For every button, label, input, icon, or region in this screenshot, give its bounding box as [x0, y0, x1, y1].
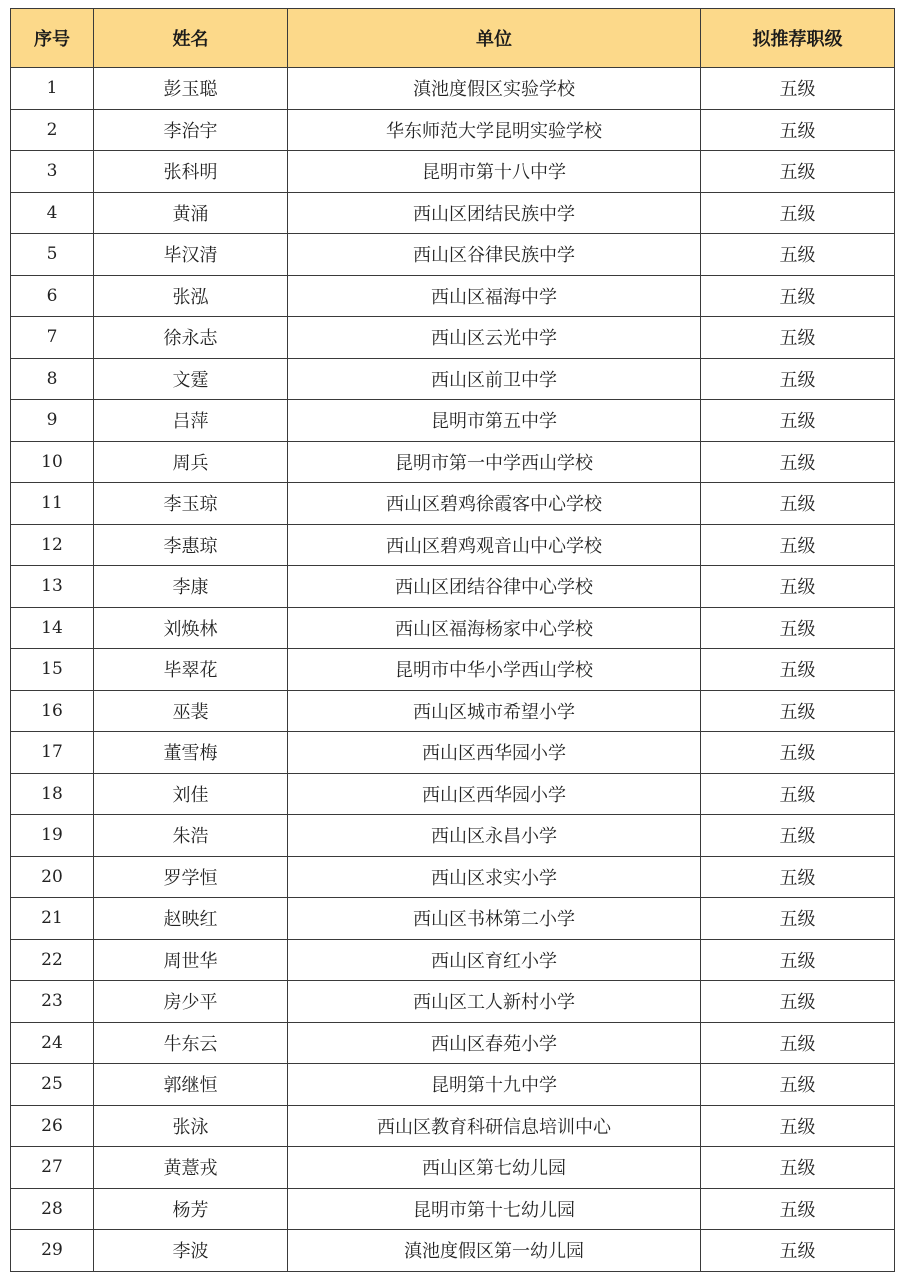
row-rank: 五级	[701, 358, 895, 400]
row-unit: 西山区前卫中学	[288, 358, 701, 400]
row-unit: 华东师范大学昆明实验学校	[288, 109, 701, 151]
row-rank: 五级	[701, 607, 895, 649]
row-rank: 五级	[701, 68, 895, 110]
row-unit: 西山区书林第二小学	[288, 898, 701, 940]
row-name: 李康	[94, 566, 288, 608]
row-index: 11	[11, 483, 94, 525]
row-unit: 西山区团结谷律中心学校	[288, 566, 701, 608]
row-unit: 西山区西华园小学	[288, 773, 701, 815]
row-name: 刘佳	[94, 773, 288, 815]
row-rank: 五级	[701, 1188, 895, 1230]
table-row	[11, 275, 895, 317]
row-unit: 昆明市第十七幼儿园	[288, 1188, 701, 1230]
row-rank: 五级	[701, 732, 895, 774]
row-index: 27	[11, 1147, 94, 1189]
row-name: 彭玉聪	[94, 68, 288, 110]
row-index: 6	[11, 275, 94, 317]
table-row	[11, 1105, 895, 1147]
row-name: 董雪梅	[94, 732, 288, 774]
row-unit: 滇池度假区第一幼儿园	[288, 1230, 701, 1272]
row-index: 9	[11, 400, 94, 442]
row-index: 17	[11, 732, 94, 774]
row-index: 1	[11, 68, 94, 110]
row-name: 周世华	[94, 939, 288, 981]
row-unit: 昆明市第五中学	[288, 400, 701, 442]
row-rank: 五级	[701, 192, 895, 234]
row-rank: 五级	[701, 939, 895, 981]
table-row	[11, 773, 895, 815]
row-rank: 五级	[701, 483, 895, 525]
row-unit: 西山区福海杨家中心学校	[288, 607, 701, 649]
row-unit: 昆明第十九中学	[288, 1064, 701, 1106]
row-rank: 五级	[701, 275, 895, 317]
table-row	[11, 109, 895, 151]
row-name: 徐永志	[94, 317, 288, 359]
row-name: 张科明	[94, 151, 288, 193]
row-index: 26	[11, 1105, 94, 1147]
row-rank: 五级	[701, 649, 895, 691]
row-name: 张泓	[94, 275, 288, 317]
row-name: 郭继恒	[94, 1064, 288, 1106]
row-unit: 西山区碧鸡观音山中心学校	[288, 524, 701, 566]
row-name: 赵映红	[94, 898, 288, 940]
header-rank: 拟推荐职级	[701, 9, 895, 68]
row-name: 杨芳	[94, 1188, 288, 1230]
row-name: 毕翠花	[94, 649, 288, 691]
row-rank: 五级	[701, 1064, 895, 1106]
row-rank: 五级	[701, 898, 895, 940]
row-index: 2	[11, 109, 94, 151]
table-body	[11, 68, 895, 1272]
row-unit: 西山区云光中学	[288, 317, 701, 359]
row-rank: 五级	[701, 1105, 895, 1147]
table-row	[11, 483, 895, 525]
row-index: 19	[11, 815, 94, 857]
table-row	[11, 566, 895, 608]
row-name: 毕汉清	[94, 234, 288, 276]
row-index: 22	[11, 939, 94, 981]
row-index: 14	[11, 607, 94, 649]
row-rank: 五级	[701, 109, 895, 151]
table-row	[11, 524, 895, 566]
row-name: 张泳	[94, 1105, 288, 1147]
table-row	[11, 939, 895, 981]
table-row	[11, 1022, 895, 1064]
row-index: 24	[11, 1022, 94, 1064]
row-rank: 五级	[701, 566, 895, 608]
row-unit: 西山区教育科研信息培训中心	[288, 1105, 701, 1147]
row-name: 周兵	[94, 441, 288, 483]
row-name: 罗学恒	[94, 856, 288, 898]
row-index: 18	[11, 773, 94, 815]
table-row	[11, 1230, 895, 1272]
row-name: 李惠琼	[94, 524, 288, 566]
row-unit: 西山区工人新村小学	[288, 981, 701, 1023]
row-index: 12	[11, 524, 94, 566]
row-index: 7	[11, 317, 94, 359]
row-rank: 五级	[701, 524, 895, 566]
table-row	[11, 68, 895, 110]
table-header	[11, 9, 895, 68]
row-index: 3	[11, 151, 94, 193]
row-index: 4	[11, 192, 94, 234]
header-index: 序号	[11, 9, 94, 68]
table-row	[11, 607, 895, 649]
row-name: 黄薏戎	[94, 1147, 288, 1189]
row-unit: 滇池度假区实验学校	[288, 68, 701, 110]
row-rank: 五级	[701, 981, 895, 1023]
row-name: 房少平	[94, 981, 288, 1023]
table-row	[11, 192, 895, 234]
row-name: 李治宇	[94, 109, 288, 151]
row-index: 13	[11, 566, 94, 608]
table-row	[11, 1064, 895, 1106]
row-name: 吕萍	[94, 400, 288, 442]
row-unit: 昆明市中华小学西山学校	[288, 649, 701, 691]
row-rank: 五级	[701, 815, 895, 857]
table-row	[11, 649, 895, 691]
table-row	[11, 1188, 895, 1230]
row-unit: 西山区第七幼儿园	[288, 1147, 701, 1189]
table-row	[11, 151, 895, 193]
row-index: 28	[11, 1188, 94, 1230]
table-row	[11, 856, 895, 898]
row-name: 文霆	[94, 358, 288, 400]
table-row	[11, 441, 895, 483]
row-unit: 西山区求实小学	[288, 856, 701, 898]
row-name: 刘焕林	[94, 607, 288, 649]
row-index: 23	[11, 981, 94, 1023]
table-row	[11, 234, 895, 276]
row-unit: 西山区城市希望小学	[288, 690, 701, 732]
row-index: 29	[11, 1230, 94, 1272]
row-index: 21	[11, 898, 94, 940]
row-rank: 五级	[701, 1147, 895, 1189]
table-row	[11, 898, 895, 940]
row-index: 8	[11, 358, 94, 400]
table-row	[11, 732, 895, 774]
row-rank: 五级	[701, 400, 895, 442]
row-unit: 西山区西华园小学	[288, 732, 701, 774]
row-unit: 西山区碧鸡徐霞客中心学校	[288, 483, 701, 525]
row-name: 朱浩	[94, 815, 288, 857]
row-index: 15	[11, 649, 94, 691]
table-row	[11, 317, 895, 359]
row-unit: 昆明市第十八中学	[288, 151, 701, 193]
row-unit: 西山区春苑小学	[288, 1022, 701, 1064]
row-rank: 五级	[701, 317, 895, 359]
row-index: 10	[11, 441, 94, 483]
row-rank: 五级	[701, 151, 895, 193]
header-unit: 单位	[288, 9, 701, 68]
table-row	[11, 400, 895, 442]
row-name: 李波	[94, 1230, 288, 1272]
row-index: 5	[11, 234, 94, 276]
row-rank: 五级	[701, 1230, 895, 1272]
row-rank: 五级	[701, 690, 895, 732]
row-unit: 西山区永昌小学	[288, 815, 701, 857]
row-unit: 西山区谷律民族中学	[288, 234, 701, 276]
table-row	[11, 981, 895, 1023]
row-name: 牛东云	[94, 1022, 288, 1064]
row-rank: 五级	[701, 234, 895, 276]
row-name: 黄涌	[94, 192, 288, 234]
row-index: 16	[11, 690, 94, 732]
row-rank: 五级	[701, 773, 895, 815]
row-unit: 西山区福海中学	[288, 275, 701, 317]
row-unit: 西山区育红小学	[288, 939, 701, 981]
row-name: 巫裴	[94, 690, 288, 732]
table-row	[11, 358, 895, 400]
row-index: 25	[11, 1064, 94, 1106]
row-rank: 五级	[701, 441, 895, 483]
row-name: 李玉琼	[94, 483, 288, 525]
row-index: 20	[11, 856, 94, 898]
recommendation-table	[10, 8, 895, 1272]
table-row	[11, 690, 895, 732]
row-unit: 西山区团结民族中学	[288, 192, 701, 234]
header-name: 姓名	[94, 9, 288, 68]
table-row	[11, 1147, 895, 1189]
row-rank: 五级	[701, 1022, 895, 1064]
row-unit: 昆明市第一中学西山学校	[288, 441, 701, 483]
header-row	[11, 9, 895, 68]
row-rank: 五级	[701, 856, 895, 898]
table-row	[11, 815, 895, 857]
